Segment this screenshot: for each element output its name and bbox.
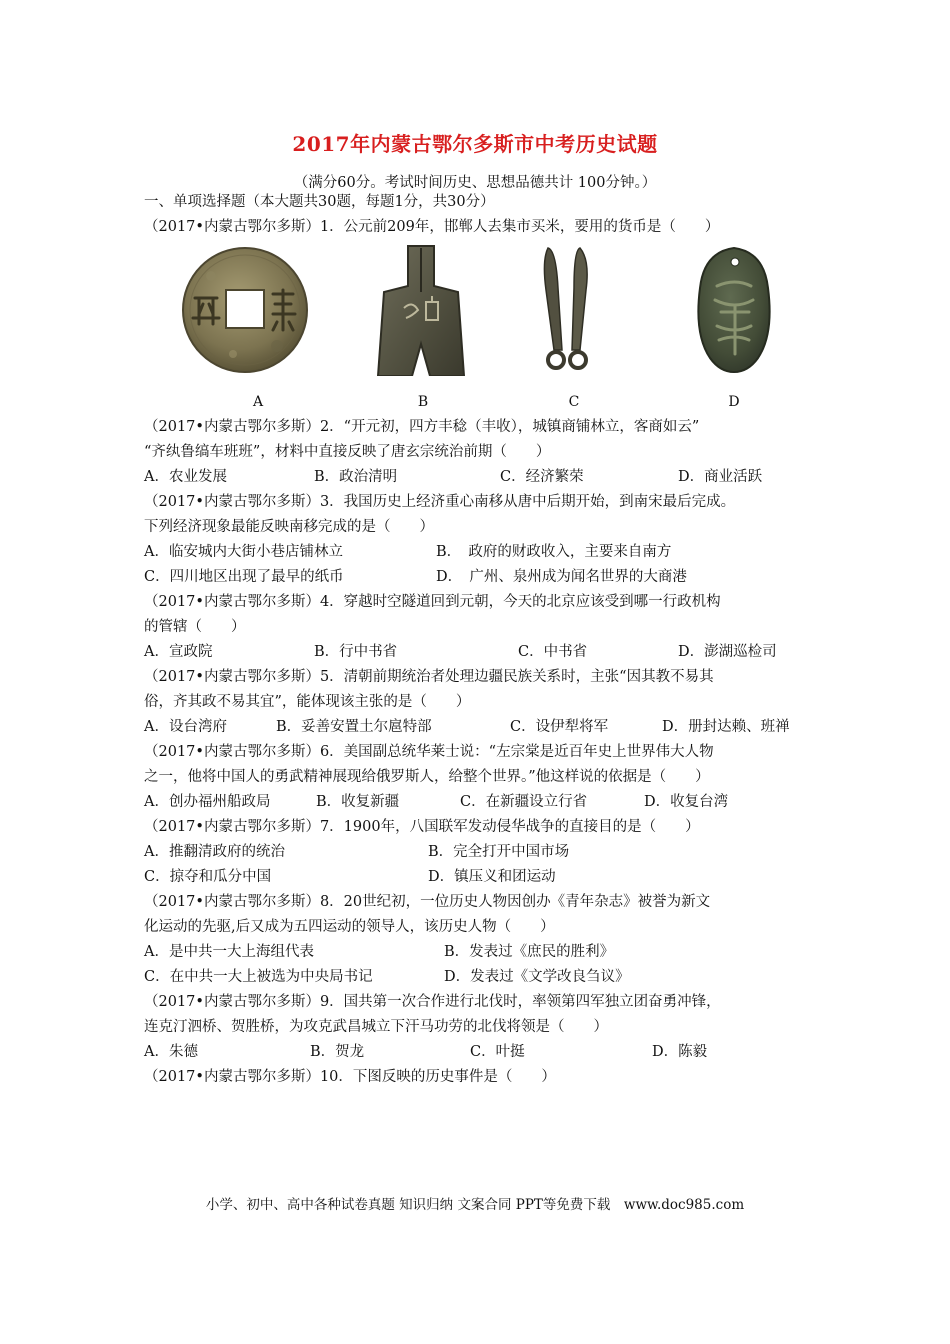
- q7-option-a: A．推翻清政府的统治: [144, 844, 285, 860]
- question-6-line-2: 之一，他将中国人的勇武精神展现给俄罗斯人，给整个世界。”他这样说的依据是（ ）: [144, 769, 710, 785]
- question-9-line-1: （2017•内蒙古鄂尔多斯）9．国共第一次合作进行北伐时，率领第四军独立团奋勇冲锋，: [144, 994, 721, 1010]
- spade-coin-icon: [374, 244, 468, 376]
- question-6-line-1: （2017•内蒙古鄂尔多斯）6．美国副总统华莱士说：“左宗棠是近百年史上世界伟大人物: [144, 744, 714, 760]
- exam-info: （满分60分。考试时间历史、思想品德共计 100分钟。）: [293, 175, 657, 191]
- question-3-line-2: 下列经济现象最能反映南移完成的是（ ）: [144, 519, 434, 535]
- q2-option-d: D．商业活跃: [678, 469, 763, 485]
- q9-option-c: C．叶挺: [470, 1044, 525, 1060]
- question-10-stem: （2017•内蒙古鄂尔多斯）10．下图反映的历史事件是（ ）: [144, 1069, 556, 1085]
- q5-option-b: B．妥善安置土尔扈特部: [276, 719, 432, 735]
- q9-option-a: A．朱德: [144, 1044, 198, 1060]
- q3-option-d: D． 广州、泉州成为闻名世界的大商港: [436, 569, 687, 585]
- question-2-line-1: （2017•内蒙古鄂尔多斯）2．“开元初，四方丰稔（丰收），城镇商铺林立，客商如云”: [144, 419, 700, 435]
- q4-option-c: C．中书省: [518, 644, 588, 660]
- q9-option-b: B．贺龙: [310, 1044, 365, 1060]
- q4-option-d: D．澎湖巡检司: [678, 644, 777, 660]
- q3-option-b: B． 政府的财政收入，主要来自南方: [436, 544, 672, 560]
- page-title: 2017年内蒙古鄂尔多斯市中考历史试题: [292, 132, 658, 156]
- q8-option-b: B．发表过《庶民的胜利》: [444, 944, 615, 960]
- q4-option-a: A．宣政院: [144, 644, 213, 660]
- question-4-line-1: （2017•内蒙古鄂尔多斯）4．穿越时空隧道回到元朝，今天的北京应该受到哪一行政机构: [144, 594, 721, 610]
- coin-label-a: A: [252, 394, 264, 410]
- q4-option-b: B．行中书省: [314, 644, 398, 660]
- q2-option-a: A．农业发展: [144, 469, 227, 485]
- q6-option-d: D．收复台湾: [644, 794, 729, 810]
- q6-option-c: C．在新疆设立行省: [460, 794, 588, 810]
- section-heading: 一、单项选择题（本大题共30题，每题1分，共30分）: [144, 194, 495, 210]
- question-3-line-1: （2017•内蒙古鄂尔多斯）3．我国历史上经济重心南移从唐中后期开始，到南宋最后完成。: [144, 494, 736, 510]
- q8-option-a: A．是中共一大上海组代表: [144, 944, 314, 960]
- q5-option-a: A．设台湾府: [144, 719, 227, 735]
- round-square-hole-coin-icon: [181, 246, 309, 374]
- q2-option-b: B．政治清明: [314, 469, 398, 485]
- q8-option-d: D．发表过《文学改良刍议》: [444, 969, 630, 985]
- question-8-line-2: 化运动的先驱,后又成为五四运动的领导人，该历史人物（ ）: [144, 919, 555, 935]
- question-4-line-2: 的管辖（ ）: [144, 619, 246, 635]
- q7-option-d: D．镇压义和团运动: [428, 869, 556, 885]
- q6-option-b: B．收复新疆: [316, 794, 400, 810]
- q8-option-c: C．在中共一大上被选为中央局书记: [144, 969, 373, 985]
- ant-nose-coin-icon: [695, 246, 773, 374]
- page-footer: 小学、初中、高中各种试卷真题 知识归纳 文案合同 PPT等免费下载 www.doc985.com: [205, 1197, 745, 1213]
- question-1-stem: （2017•内蒙古鄂尔多斯）1．公元前209年，邯郸人去集市买米，要用的货币是（ ）: [144, 219, 720, 235]
- question-2-line-2: “齐纨鲁缟车班班”，材料中直接反映了唐玄宗统治前期（ ）: [144, 444, 551, 460]
- question-8-line-1: （2017•内蒙古鄂尔多斯）8．20世纪初，一位历史人物因创办《青年杂志》被誉为新文: [144, 894, 711, 910]
- knife-coin-icon: [540, 246, 594, 374]
- coin-label-d: D: [728, 394, 740, 410]
- q5-option-d: D．册封达赖、班禅: [662, 719, 790, 735]
- q7-option-b: B．完全打开中国市场: [428, 844, 570, 860]
- question-7-stem: （2017•内蒙古鄂尔多斯）7．1900年，八国联军发动侵华战争的直接目的是（ ）: [144, 819, 700, 835]
- question-9-line-2: 连克汀泗桥、贺胜桥，为攻克武昌城立下汗马功劳的北伐将领是（ ）: [144, 1019, 608, 1035]
- q5-option-c: C．设伊犁将军: [510, 719, 609, 735]
- q7-option-c: C．掠夺和瓜分中国: [144, 869, 272, 885]
- coin-label-c: C: [568, 394, 580, 410]
- question-5-line-1: （2017•内蒙古鄂尔多斯）5．清朝前期统治者处理边疆民族关系时，主张“因其教不易其: [144, 669, 714, 685]
- q3-option-c: C．四川地区出现了最早的纸币: [144, 569, 344, 585]
- q6-option-a: A．创办福州船政局: [144, 794, 271, 810]
- coin-label-b: B: [417, 394, 429, 410]
- q3-option-a: A．临安城内大街小巷店铺林立: [144, 544, 343, 560]
- q2-option-c: C．经济繁荣: [500, 469, 584, 485]
- question-5-line-2: 俗，齐其政不易其宜”，能体现该主张的是（ ）: [144, 694, 471, 710]
- q9-option-d: D．陈毅: [652, 1044, 708, 1060]
